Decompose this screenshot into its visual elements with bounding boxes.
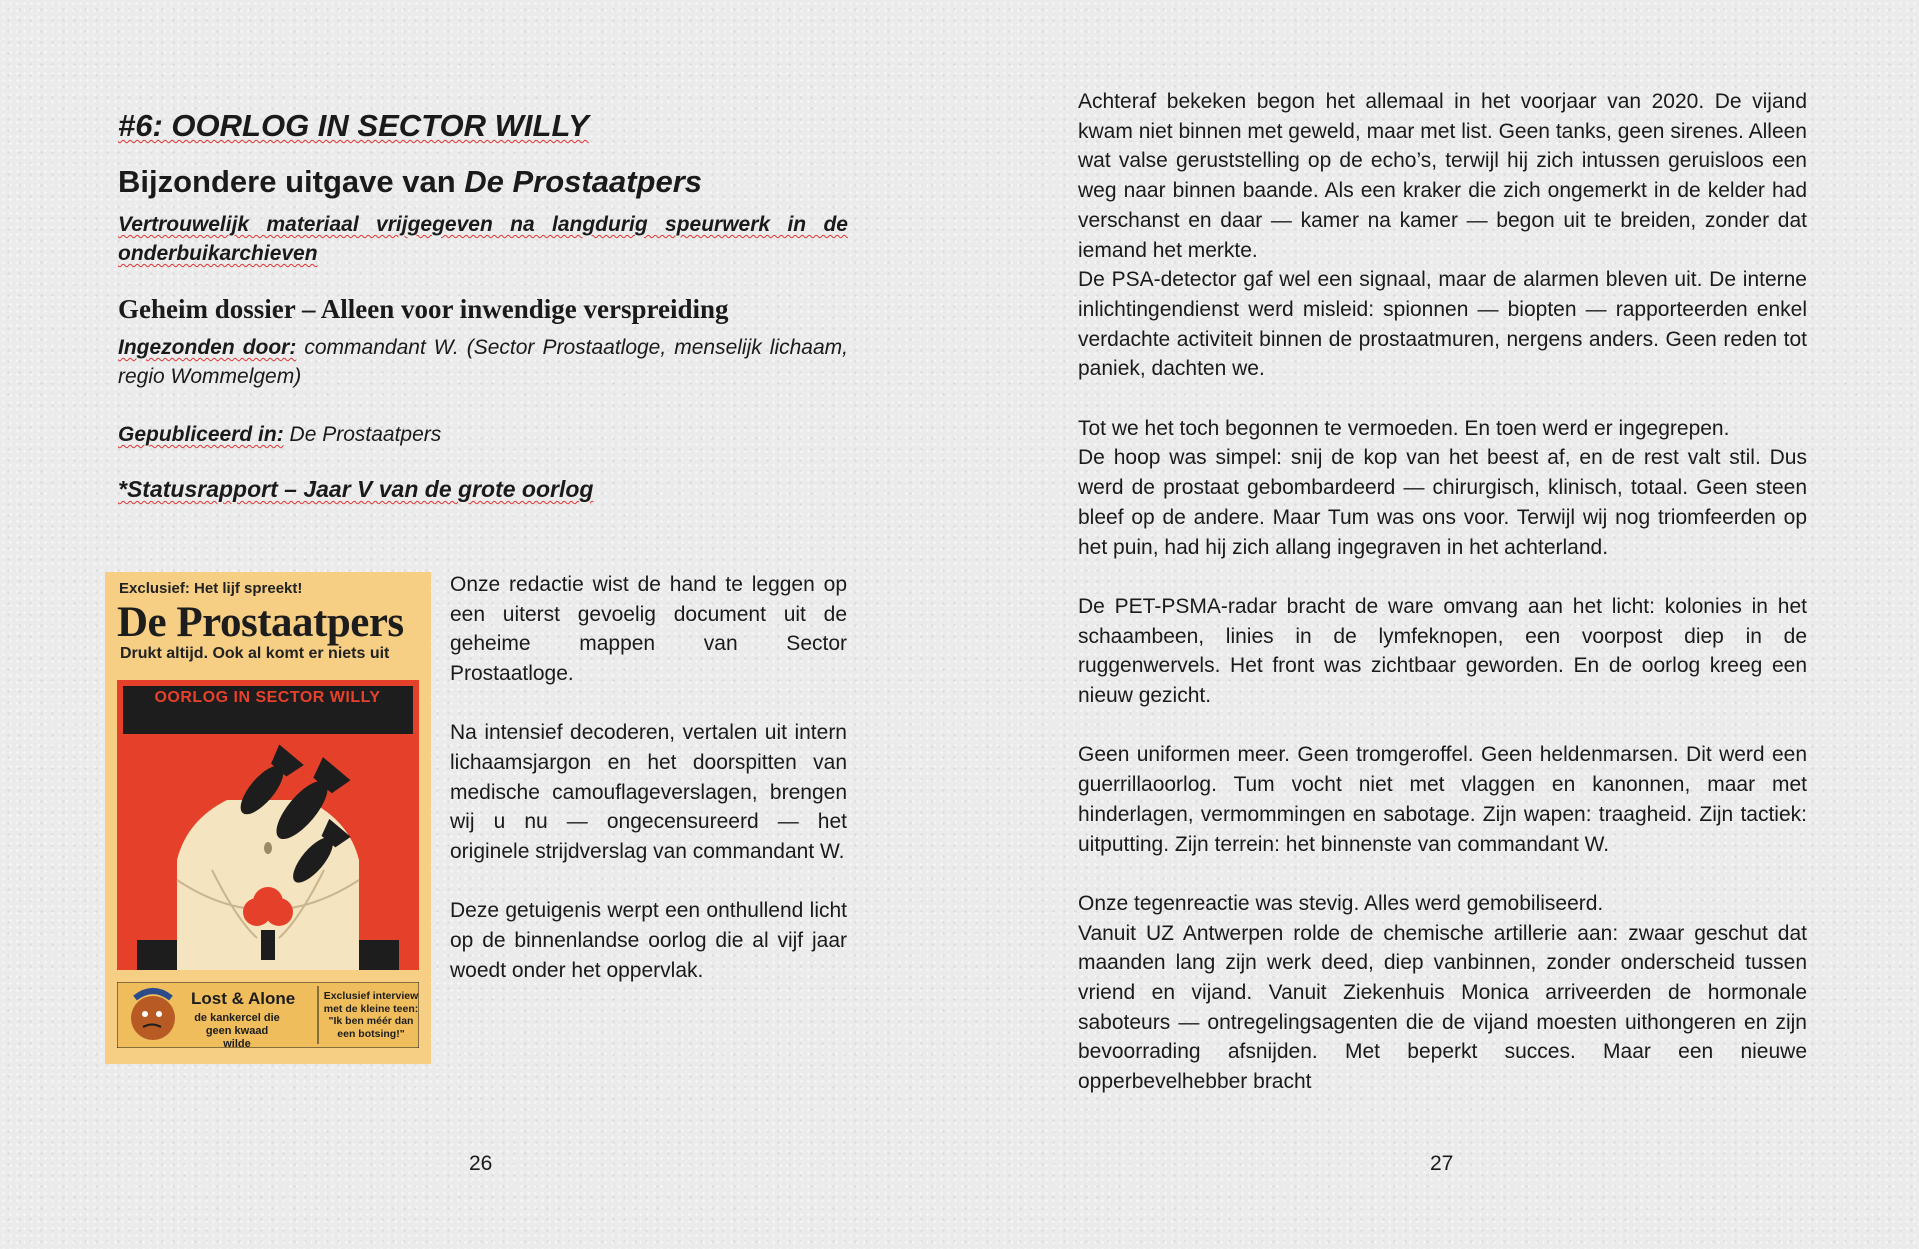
body-paragraph: Vanuit UZ Antwerpen rolde de chemische artillerie aan: zwaar geschut dat maanden lang zijn werk deed, diep vanbinnen, zonder onderscheid tussen vriend en vijand. Vanuit Ziekenhuis Monica arriveerden de hormonale saboteurs — ontregelingsagenten die de vijand moesten uithongeren en zijn bevoorrading afsnijden. Met beperkt succes. Maar een nieuwe opperbevelhebber bracht bbox=[1078, 921, 1807, 1094]
left-page bbox=[118, 108, 848, 503]
intro-paragraph: Onze redactie wist de hand te leggen op een uiterst gevoelig document uit de geheime mappen van Sector Prostaatloge. bbox=[450, 573, 847, 686]
special-edition-title bbox=[118, 164, 848, 200]
published-value: De Prostaatpers bbox=[283, 423, 442, 446]
body-paragraph: Geen uniformen meer. Geen tromgeroffel. Geen heldenmarsen. Dit werd een guerrillaoorlog. Tum vocht niet met vlaggen en kanonnen, maar met hinderlagen, vermommingen en sabotage. Zijn wapen: traagheid. Zijn tactiek: uitputting. Zijn terrein: het binnenste van commandant W. bbox=[1078, 743, 1807, 856]
intro-paragraph: Deze getuigenis werpt een onthullend licht op de binnenlandse oorlog die al vijf jaar woedt onder het oppervlak. bbox=[450, 899, 847, 982]
submitted-label: Ingezonden door: bbox=[118, 336, 297, 359]
status-report: *Statusrapport – Jaar V van de grote oorlog bbox=[118, 476, 594, 502]
subtitle: Vertrouwelijk materiaal vrijgegeven na langdurig speurwerk in de onderbuikarchieven bbox=[118, 213, 848, 265]
cover-lost-subtitle: de kankercel die geen kwaad wilde bbox=[194, 1012, 280, 1050]
published-label: Gepubliceerd in: bbox=[118, 423, 284, 446]
cover-title: De Prostaatpers bbox=[117, 599, 404, 646]
right-page bbox=[1078, 87, 1807, 1097]
page-number-left: 26 bbox=[469, 1152, 493, 1175]
page-number-right: 27 bbox=[1430, 1152, 1454, 1175]
special-edition-name: De Prostaatpers bbox=[464, 164, 703, 199]
submitted-value: commandant W. (Sector Prostaatloge, menselijk lichaam, regio Wommelgem) bbox=[118, 336, 848, 388]
intro-paragraph: Na intensief decoderen, vertalen uit intern lichaamsjargon en het doorspitten van medische camouflageverslagen, brengen wij u nu — ongecensureerd — het originele strijdverslag van commandant W. bbox=[450, 721, 847, 864]
cover-art-caption: OORLOG IN SECTOR WILLY bbox=[154, 689, 381, 706]
body-paragraph: De PSA-detector gaf wel een signaal, maar de alarmen bleven uit. De interne inlichtingendienst werd misleid: spionnen — biopten — rapporteerden enkel verdachte activiteit binnen de prostaatmuren, nergens anders. Geen reden tot paniek, dachten we. bbox=[1078, 268, 1807, 381]
published-in bbox=[118, 420, 848, 449]
cover-tagline: Drukt altijd. Ook al komt er niets uit bbox=[120, 645, 390, 662]
intro-text bbox=[450, 570, 847, 1015]
cover-interview-text: Exclusief interview met de kleine teen: "Ik ben méér dan een botsing!" bbox=[323, 990, 419, 1040]
body-paragraph: De hoop was simpel: snij de kop van het beest af, en de rest valt stil. Dus werd de prostaat gebombardeerd — chirurgisch, klinisch, totaal. Geen steen bleef op de andere. Maar Tum was ons voor. Terwijl wij nog triomfeerden op het puin, had hij zich allang ingegraven in het achterland. bbox=[1078, 446, 1807, 559]
cover-illustration bbox=[117, 680, 419, 970]
cover-lost-title: Lost & Alone bbox=[191, 989, 296, 1008]
body-paragraph: Achteraf bekeken begon het allemaal in het voorjaar van 2020. De vijand kwam niet binnen met geweld, maar met list. Geen tanks, geen sirenes. Alleen wat valse geruststelling op de echo’s, terwijl hij zich intussen geruisloos een weg naar binnen baande. Als een kraker die zich ongemerkt in de kelder had verschanst en daar — kamer na kamer — begon uit te breiden, zonder dat iemand het merkte. bbox=[1078, 90, 1807, 262]
newspaper-cover-image bbox=[105, 572, 431, 1064]
chapter-title: #6: OORLOG IN SECTOR WILLY bbox=[118, 108, 589, 143]
submitted-by bbox=[118, 333, 848, 391]
dossier-heading: Geheim dossier – Alleen voor inwendige verspreiding bbox=[118, 294, 729, 324]
body-paragraph: Tot we het toch begonnen te vermoeden. En toen werd er ingegrepen. bbox=[1078, 416, 1730, 440]
body-paragraph: De PET-PSMA-radar bracht de ware omvang aan het licht: kolonies in het schaambeen, linies in de lymfeknopen, een voorpost diep in de ruggenwervels. Het front was zichtbaar geworden. En de oorlog kreeg een nieuw gezicht. bbox=[1078, 594, 1807, 708]
body-paragraph: Onze tegenreactie was stevig. Alles werd gemobiliseerd. bbox=[1078, 891, 1604, 915]
special-edition-prefix: Bijzondere uitgave van bbox=[118, 164, 465, 199]
cover-kicker: Exclusief: Het lijf spreekt! bbox=[119, 580, 303, 597]
